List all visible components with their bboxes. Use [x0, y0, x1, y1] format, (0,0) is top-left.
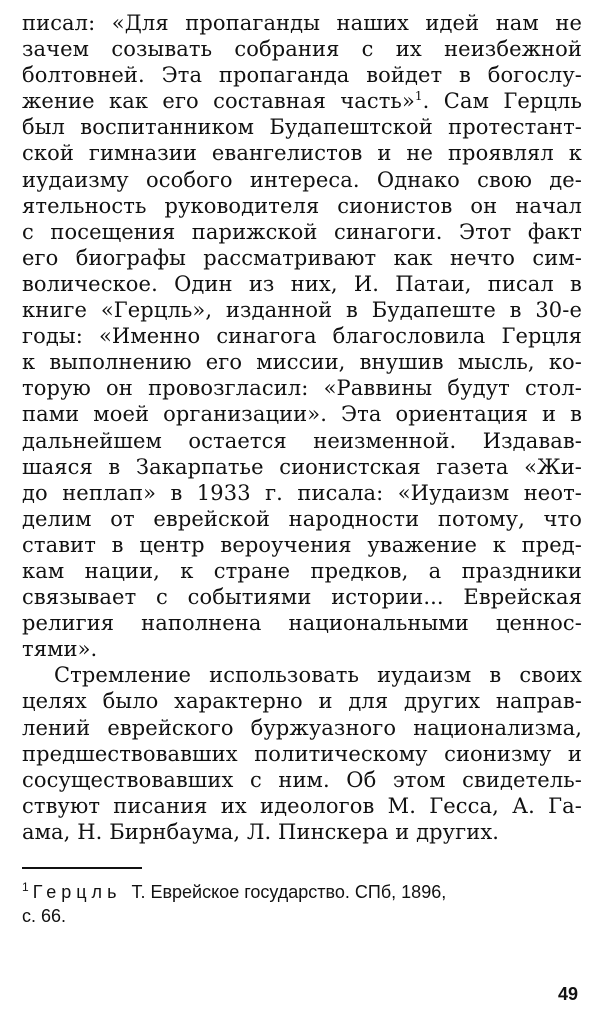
text-line: лений еврейского буржуазного национализма, [22, 715, 582, 740]
text-line: годы: «Именно синагога благословила Герцля [22, 324, 582, 349]
footnote-ref: 1 [414, 89, 423, 104]
text-line: был воспитанником Будапештской протестант- [22, 115, 582, 140]
text-line-with-footnote-ref [22, 88, 582, 114]
text-line: шаяся в Закарпатье сионистская газета «Жи- [22, 454, 582, 479]
text-line: ствуют писания их идеологов М. Гесса, А. Га- [22, 793, 582, 818]
text-line: делим от еврейской народности потому, что [22, 506, 582, 531]
text-line: иудаизму особого интереса. Однако свою де- [22, 167, 582, 192]
paragraph-start-line: Стремление использовать иудаизм в своих [54, 663, 582, 688]
text-line: тями». [22, 637, 98, 662]
text-line: торую он провозгласил: «Раввины будут стол- [22, 376, 582, 401]
main-text [22, 10, 582, 845]
text-line: ставит в центр вероучения уважение к пред- [22, 532, 582, 557]
text-segment: . Сам Герцль [422, 89, 582, 114]
text-line: книге «Герцль», изданной в Будапеште в 30-е [22, 298, 582, 323]
text-line: предшествовавших политическому сионизму и [22, 741, 582, 766]
footnote [22, 880, 582, 928]
text-line: связывает с событиями истории... Еврейская [22, 585, 582, 610]
text-line: ама, Н. Бирнбаума, Л. Пинскера и других. [22, 819, 500, 844]
text-line: к выполнению его миссии, внушив мысль, ко- [22, 350, 582, 375]
footnote-number: 1 [22, 880, 29, 894]
text-line: религия наполнена национальными ценнос- [22, 611, 582, 636]
page-number: 49 [557, 984, 578, 1004]
text-line: ской гимназии евангелистов и не проявлял к [22, 141, 582, 166]
text-line: до неплап» в 1933 г. писала: «Иудаизм неот- [22, 480, 582, 505]
text-line: писал: «Для пропаганды наших идей нам не [22, 11, 582, 35]
text-line: зачем созывать собрания с их неизбежной [22, 37, 582, 62]
text-line: пами моей организации». Эта ориентация и в [22, 402, 582, 427]
text-line: волическое. Один из них, И. Патаи, писал в [22, 271, 582, 296]
text-line: дальнейшем остается неизменной. Издавав- [22, 428, 582, 453]
text-line: сосуществовавших с ним. Об этом свидетель- [22, 767, 582, 792]
text-line: кам нации, к стране предков, а праздники [22, 558, 582, 583]
footnote-author: Герцль [32, 882, 122, 902]
text-line: с посещения парижской синагоги. Этот факт [22, 219, 582, 244]
text-segment: жение как его составная часть» [22, 89, 415, 114]
footnote-line: с. 66. [22, 906, 67, 926]
text-line: его биографы рассматривают как нечто сим- [22, 245, 582, 270]
text-line: ятельность руководителя сионистов он начал [22, 193, 582, 218]
text-line: болтовней. Эта пропаганда войдет в богослу- [22, 63, 582, 88]
text-line: целях было характерно и для других направ- [22, 689, 582, 714]
footnote-citation: Т. Еврейское государство. СПб, 1896, [131, 882, 447, 902]
footnote-divider [22, 867, 142, 869]
footnote-line [22, 880, 582, 904]
